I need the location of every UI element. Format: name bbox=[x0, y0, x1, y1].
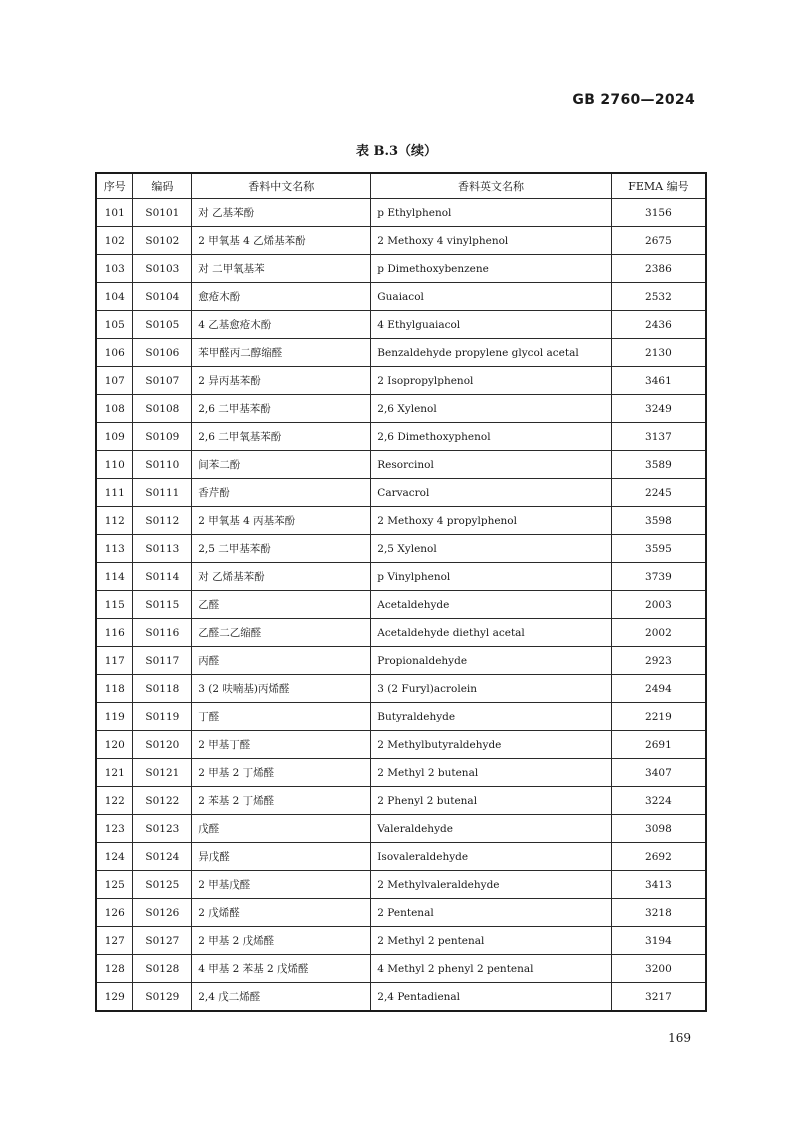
chinese-name-cell: 2,4 戊二烯醛 bbox=[192, 983, 371, 1012]
code-cell: S0126 bbox=[133, 899, 192, 927]
chinese-name-cell: 3 (2 呋喃基)丙烯醛 bbox=[192, 675, 371, 703]
table-row bbox=[96, 395, 706, 423]
fema-number-cell: 3413 bbox=[611, 871, 706, 899]
column-header-fema-number: FEMA 编号 bbox=[611, 173, 706, 199]
serial-cell: 123 bbox=[96, 815, 133, 843]
code-cell: S0105 bbox=[133, 311, 192, 339]
fema-number-cell: 2436 bbox=[611, 311, 706, 339]
code-cell: S0123 bbox=[133, 815, 192, 843]
table-row bbox=[96, 759, 706, 787]
serial-cell: 120 bbox=[96, 731, 133, 759]
serial-cell: 113 bbox=[96, 535, 133, 563]
code-cell: S0101 bbox=[133, 199, 192, 227]
fema-number-cell: 3217 bbox=[611, 983, 706, 1012]
chinese-name-cell: 2,6 二甲氧基苯酚 bbox=[192, 423, 371, 451]
table-row bbox=[96, 367, 706, 395]
code-cell: S0124 bbox=[133, 843, 192, 871]
serial-cell: 103 bbox=[96, 255, 133, 283]
fema-number-cell: 2386 bbox=[611, 255, 706, 283]
code-cell: S0115 bbox=[133, 591, 192, 619]
fema-number-cell: 2532 bbox=[611, 283, 706, 311]
serial-cell: 128 bbox=[96, 955, 133, 983]
flavoring-table bbox=[95, 172, 707, 1012]
english-name-cell: 4 Methyl 2 phenyl 2 pentenal bbox=[371, 955, 612, 983]
english-name-cell: p Ethylphenol bbox=[371, 199, 612, 227]
english-name-cell: 2 Methylvaleraldehyde bbox=[371, 871, 612, 899]
english-name-cell: 2,6 Dimethoxyphenol bbox=[371, 423, 612, 451]
table-row bbox=[96, 983, 706, 1012]
english-name-cell: p Vinylphenol bbox=[371, 563, 612, 591]
table-row bbox=[96, 227, 706, 255]
chinese-name-cell: 2 甲氧基 4 乙烯基苯酚 bbox=[192, 227, 371, 255]
english-name-cell: Resorcinol bbox=[371, 451, 612, 479]
english-name-cell: 2 Isopropylphenol bbox=[371, 367, 612, 395]
table-row bbox=[96, 927, 706, 955]
fema-number-cell: 3589 bbox=[611, 451, 706, 479]
table-row bbox=[96, 591, 706, 619]
serial-cell: 108 bbox=[96, 395, 133, 423]
serial-cell: 119 bbox=[96, 703, 133, 731]
code-cell: S0129 bbox=[133, 983, 192, 1012]
serial-cell: 111 bbox=[96, 479, 133, 507]
fema-number-cell: 3249 bbox=[611, 395, 706, 423]
fema-number-cell: 3595 bbox=[611, 535, 706, 563]
code-cell: S0118 bbox=[133, 675, 192, 703]
code-cell: S0119 bbox=[133, 703, 192, 731]
chinese-name-cell: 4 乙基愈疮木酚 bbox=[192, 311, 371, 339]
fema-number-cell: 3200 bbox=[611, 955, 706, 983]
serial-cell: 116 bbox=[96, 619, 133, 647]
table-row bbox=[96, 283, 706, 311]
english-name-cell: Benzaldehyde propylene glycol acetal bbox=[371, 339, 612, 367]
column-header-chinese-name: 香料中文名称 bbox=[192, 173, 371, 199]
table-title: 表 B.3（续） bbox=[355, 144, 438, 159]
chinese-name-cell: 2 甲基 2 戊烯醛 bbox=[192, 927, 371, 955]
english-name-cell: Guaiacol bbox=[371, 283, 612, 311]
chinese-name-cell: 异戊醛 bbox=[192, 843, 371, 871]
chinese-name-cell: 对 乙基苯酚 bbox=[192, 199, 371, 227]
table-row bbox=[96, 843, 706, 871]
english-name-cell: p Dimethoxybenzene bbox=[371, 255, 612, 283]
fema-number-cell: 2692 bbox=[611, 843, 706, 871]
chinese-name-cell: 香芹酚 bbox=[192, 479, 371, 507]
english-name-cell: Acetaldehyde bbox=[371, 591, 612, 619]
chinese-name-cell: 2 异丙基苯酚 bbox=[192, 367, 371, 395]
chinese-name-cell: 苯甲醛丙二醇缩醛 bbox=[192, 339, 371, 367]
code-cell: S0117 bbox=[133, 647, 192, 675]
english-name-cell: 3 (2 Furyl)acrolein bbox=[371, 675, 612, 703]
fema-number-cell: 2003 bbox=[611, 591, 706, 619]
serial-cell: 127 bbox=[96, 927, 133, 955]
serial-cell: 112 bbox=[96, 507, 133, 535]
serial-cell: 126 bbox=[96, 899, 133, 927]
chinese-name-cell: 对 乙烯基苯酚 bbox=[192, 563, 371, 591]
chinese-name-cell: 2 苯基 2 丁烯醛 bbox=[192, 787, 371, 815]
serial-cell: 122 bbox=[96, 787, 133, 815]
column-header-serial: 序号 bbox=[96, 173, 133, 199]
chinese-name-cell: 2 甲基戊醛 bbox=[192, 871, 371, 899]
table-row bbox=[96, 899, 706, 927]
english-name-cell: Isovaleraldehyde bbox=[371, 843, 612, 871]
serial-cell: 105 bbox=[96, 311, 133, 339]
english-name-cell: 4 Ethylguaiacol bbox=[371, 311, 612, 339]
fema-number-cell: 2245 bbox=[611, 479, 706, 507]
english-name-cell: 2,4 Pentadienal bbox=[371, 983, 612, 1012]
serial-cell: 124 bbox=[96, 843, 133, 871]
table-row bbox=[96, 731, 706, 759]
serial-cell: 121 bbox=[96, 759, 133, 787]
code-cell: S0111 bbox=[133, 479, 192, 507]
fema-number-cell: 3098 bbox=[611, 815, 706, 843]
serial-cell: 115 bbox=[96, 591, 133, 619]
chinese-name-cell: 乙醛二乙缩醛 bbox=[192, 619, 371, 647]
serial-cell: 110 bbox=[96, 451, 133, 479]
english-name-cell: 2,5 Xylenol bbox=[371, 535, 612, 563]
code-cell: S0127 bbox=[133, 927, 192, 955]
code-cell: S0125 bbox=[133, 871, 192, 899]
serial-cell: 109 bbox=[96, 423, 133, 451]
fema-number-cell: 2130 bbox=[611, 339, 706, 367]
chinese-name-cell: 2 戊烯醛 bbox=[192, 899, 371, 927]
code-cell: S0108 bbox=[133, 395, 192, 423]
serial-cell: 114 bbox=[96, 563, 133, 591]
fema-number-cell: 3137 bbox=[611, 423, 706, 451]
serial-cell: 118 bbox=[96, 675, 133, 703]
chinese-name-cell: 2 甲基 2 丁烯醛 bbox=[192, 759, 371, 787]
english-name-cell: 2 Phenyl 2 butenal bbox=[371, 787, 612, 815]
table-row bbox=[96, 955, 706, 983]
serial-cell: 107 bbox=[96, 367, 133, 395]
fema-number-cell: 2002 bbox=[611, 619, 706, 647]
chinese-name-cell: 2 甲氧基 4 丙基苯酚 bbox=[192, 507, 371, 535]
chinese-name-cell: 戊醛 bbox=[192, 815, 371, 843]
code-cell: S0121 bbox=[133, 759, 192, 787]
code-cell: S0112 bbox=[133, 507, 192, 535]
code-cell: S0114 bbox=[133, 563, 192, 591]
chinese-name-cell: 丁醛 bbox=[192, 703, 371, 731]
fema-number-cell: 3156 bbox=[611, 199, 706, 227]
table-row bbox=[96, 647, 706, 675]
serial-cell: 101 bbox=[96, 199, 133, 227]
table-row bbox=[96, 311, 706, 339]
chinese-name-cell: 2,5 二甲基苯酚 bbox=[192, 535, 371, 563]
page-number: 169 bbox=[668, 1031, 691, 1045]
fema-number-cell: 3739 bbox=[611, 563, 706, 591]
table-row bbox=[96, 423, 706, 451]
table-row bbox=[96, 815, 706, 843]
english-name-cell: Butyraldehyde bbox=[371, 703, 612, 731]
column-header-code: 编码 bbox=[133, 173, 192, 199]
serial-cell: 102 bbox=[96, 227, 133, 255]
serial-cell: 117 bbox=[96, 647, 133, 675]
fema-number-cell: 2923 bbox=[611, 647, 706, 675]
chinese-name-cell: 丙醛 bbox=[192, 647, 371, 675]
fema-number-cell: 3407 bbox=[611, 759, 706, 787]
english-name-cell: Propionaldehyde bbox=[371, 647, 612, 675]
table-row bbox=[96, 255, 706, 283]
english-name-cell: 2 Methyl 2 butenal bbox=[371, 759, 612, 787]
english-name-cell: 2 Methoxy 4 vinylphenol bbox=[371, 227, 612, 255]
code-cell: S0122 bbox=[133, 787, 192, 815]
table-row bbox=[96, 507, 706, 535]
code-cell: S0104 bbox=[133, 283, 192, 311]
code-cell: S0107 bbox=[133, 367, 192, 395]
code-cell: S0106 bbox=[133, 339, 192, 367]
code-cell: S0113 bbox=[133, 535, 192, 563]
table-row bbox=[96, 703, 706, 731]
fema-number-cell: 2219 bbox=[611, 703, 706, 731]
serial-cell: 129 bbox=[96, 983, 133, 1012]
english-name-cell: 2 Methyl 2 pentenal bbox=[371, 927, 612, 955]
code-cell: S0102 bbox=[133, 227, 192, 255]
table-row bbox=[96, 199, 706, 227]
english-name-cell: Valeraldehyde bbox=[371, 815, 612, 843]
code-cell: S0120 bbox=[133, 731, 192, 759]
english-name-cell: 2 Methoxy 4 propylphenol bbox=[371, 507, 612, 535]
fema-number-cell: 3598 bbox=[611, 507, 706, 535]
serial-cell: 106 bbox=[96, 339, 133, 367]
code-cell: S0110 bbox=[133, 451, 192, 479]
chinese-name-cell: 2,6 二甲基苯酚 bbox=[192, 395, 371, 423]
table-row bbox=[96, 451, 706, 479]
table-row bbox=[96, 787, 706, 815]
column-header-english-name: 香料英文名称 bbox=[371, 173, 612, 199]
table-row bbox=[96, 563, 706, 591]
table-row bbox=[96, 535, 706, 563]
chinese-name-cell: 愈疮木酚 bbox=[192, 283, 371, 311]
table-row bbox=[96, 619, 706, 647]
table-header-row bbox=[96, 173, 706, 199]
table-row bbox=[96, 339, 706, 367]
table-row bbox=[96, 871, 706, 899]
table-row bbox=[96, 675, 706, 703]
code-cell: S0103 bbox=[133, 255, 192, 283]
english-name-cell: 2 Methylbutyraldehyde bbox=[371, 731, 612, 759]
english-name-cell: Acetaldehyde diethyl acetal bbox=[371, 619, 612, 647]
fema-number-cell: 3218 bbox=[611, 899, 706, 927]
fema-number-cell: 3194 bbox=[611, 927, 706, 955]
english-name-cell: 2,6 Xylenol bbox=[371, 395, 612, 423]
english-name-cell: Carvacrol bbox=[371, 479, 612, 507]
standard-code: GB 2760—2024 bbox=[572, 92, 695, 108]
fema-number-cell: 2494 bbox=[611, 675, 706, 703]
chinese-name-cell: 乙醛 bbox=[192, 591, 371, 619]
code-cell: S0109 bbox=[133, 423, 192, 451]
chinese-name-cell: 间苯二酚 bbox=[192, 451, 371, 479]
chinese-name-cell: 4 甲基 2 苯基 2 戊烯醛 bbox=[192, 955, 371, 983]
table-row bbox=[96, 479, 706, 507]
table-body bbox=[96, 199, 706, 1012]
english-name-cell: 2 Pentenal bbox=[371, 899, 612, 927]
fema-number-cell: 2675 bbox=[611, 227, 706, 255]
fema-number-cell: 2691 bbox=[611, 731, 706, 759]
chinese-name-cell: 2 甲基丁醛 bbox=[192, 731, 371, 759]
code-cell: S0128 bbox=[133, 955, 192, 983]
serial-cell: 104 bbox=[96, 283, 133, 311]
chinese-name-cell: 对 二甲氧基苯 bbox=[192, 255, 371, 283]
fema-number-cell: 3224 bbox=[611, 787, 706, 815]
fema-number-cell: 3461 bbox=[611, 367, 706, 395]
serial-cell: 125 bbox=[96, 871, 133, 899]
code-cell: S0116 bbox=[133, 619, 192, 647]
